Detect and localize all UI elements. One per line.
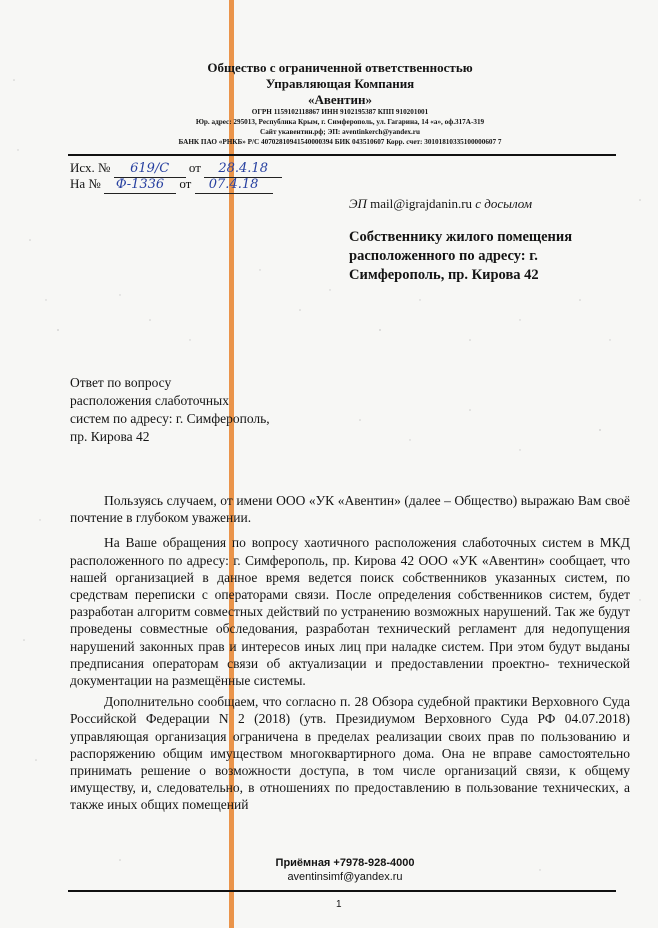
letter-body	[70, 492, 630, 818]
subject-line: Ответ по вопросу	[70, 375, 172, 390]
incoming-from-label: от	[179, 176, 192, 191]
delivery-suffix: с досылом	[475, 196, 533, 211]
outgoing-from-label: от	[188, 160, 201, 175]
incoming-date: 07.4.18	[195, 177, 273, 194]
company-legal-address: Юр. адрес: 295013, Республика Крым, г. Симферополь, ул. Гагарина, 14 «а», оф.317А-319	[195, 118, 485, 126]
subject-line: пр. Кирова 42	[70, 429, 150, 444]
outgoing-date: 28.4.18	[204, 161, 282, 178]
page-number: 1	[336, 899, 342, 910]
addressee: Собственнику жилого помещения расположенного по адресу: г. Симферополь, пр. Кирова 42	[349, 229, 573, 283]
body-paragraph-response: На Ваше обращения по вопросу хаотичного расположения слаботочных систем в МКД расположенного по адресу: г. Симферополь, пр. Кирова 42 ООО «УК «Авентин» сообщает, что нашей организацией в данное время ведется поиск собственников указанных систем, по средствам переписки с операторами связи. После определения собственников систем, будет разработан алгоритм совместных действий по устранению возможных нарушений. Так же будут проведены совместные обследования, разработан технический регламент для недопущения нарушений законных прав и интересов иных лиц при наладке систем. При этом будут выданы предписания операторам связи об актуализации и предоставлении проектно- технической документации на размещённые системы.	[70, 535, 630, 689]
company-registration-ids: ОГРН 1159102118867 ИНН 9102195387 КПП 910201001	[251, 108, 429, 116]
footer-divider	[68, 890, 616, 892]
subject-line: расположения слаботочных	[70, 393, 229, 408]
company-site-email: Сайт укавентин.рф; ЭП: aventinkerch@yandex.ru	[260, 128, 420, 136]
outgoing-number: 619/С	[114, 161, 186, 178]
delivery-email: mail@igrajdanin.ru	[370, 196, 473, 211]
delivery-line	[349, 196, 532, 212]
company-name-line2: Управляющая Компания	[265, 76, 415, 91]
body-paragraph-greeting: Пользуясь случаем, от имени ООО «УК «Авентин» (далее – Общество) выражаю Вам своё почтение в глубоком уважении.	[70, 493, 630, 526]
subject-block	[70, 374, 320, 446]
subject-line: систем по адресу: г. Симферополь,	[70, 411, 270, 426]
incoming-number-line	[70, 176, 273, 194]
company-bank-details: БАНК ПАО «РНКБ» Р/С 40702810941540000394 БИК 043510607 Корр. счет: 30101810335100000607 7	[178, 138, 502, 146]
footer-email: aventinsimf@yandex.ru	[287, 871, 403, 883]
body-paragraph-additional: Дополнительно сообщаем, что согласно п. 28 Обзора судебной практики Верховного Суда Российской Федерации N 2 (2018) (утв. Президиумом Верховного Суда РФ 04.07.2018) управляющая организация ограничена в пределах реализации своих прав по пользованию и распоряжению общим имуществом многоквартирного дома. Она не вправе самостоятельно принимать решение о возможности доступа, в том числе организаций связи, к общему имуществу, и, следовательно, в отношениях по предоставлению в пользование технических, а также иных общих помещений	[70, 694, 630, 813]
incoming-label: На №	[70, 176, 101, 191]
header-divider	[68, 154, 616, 156]
company-name-line1: Общество с ограниченной ответственностью	[207, 60, 473, 75]
footer-reception-phone: Приёмная +7978-928-4000	[275, 857, 415, 869]
delivery-prefix: ЭП	[349, 196, 367, 211]
company-name-line3: «Авентин»	[307, 92, 373, 107]
incoming-number: Ф-1336	[104, 177, 176, 194]
outgoing-label: Исх. №	[70, 160, 111, 175]
